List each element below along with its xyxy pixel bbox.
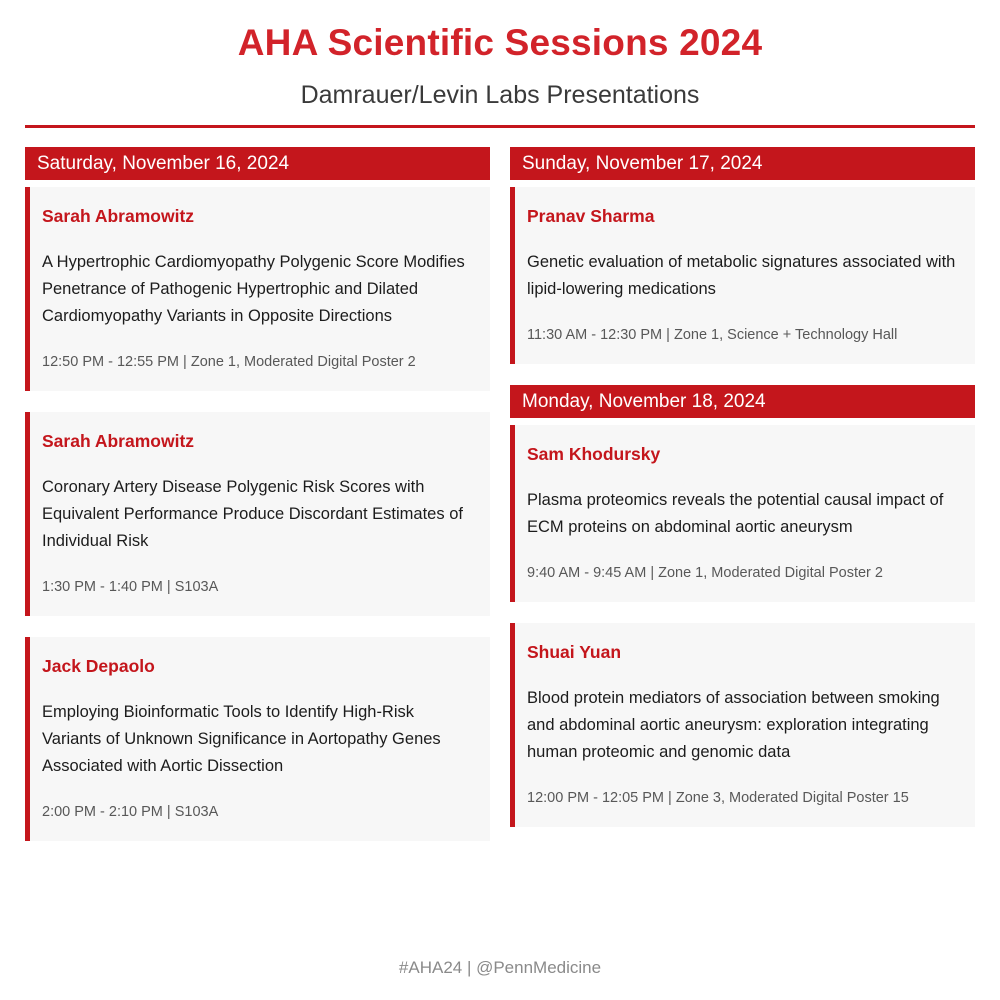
session-time-location: 1:30 PM - 1:40 PM | S103A <box>42 579 219 595</box>
session-card <box>510 623 975 827</box>
session-time-location: 9:40 AM - 9:45 AM | Zone 1, Moderated Digital Poster 2 <box>527 565 883 581</box>
session-time-location: 12:00 PM - 12:05 PM | Zone 3, Moderated Digital Poster 15 <box>527 790 909 806</box>
session-time-location: 2:00 PM - 2:10 PM | S103A <box>42 804 219 820</box>
session-time-location: 12:50 PM - 12:55 PM | Zone 1, Moderated Digital Poster 2 <box>42 354 416 370</box>
presenter-name: Jack Depaolo <box>42 656 155 676</box>
session-title: Coronary Artery Disease Polygenic Risk Scores with Equivalent Performance Produce Discordant Estimates of Individual Risk <box>42 478 463 550</box>
presenter-name: Sarah Abramowitz <box>42 431 195 451</box>
column-sunday-monday <box>510 147 975 848</box>
session-card <box>25 637 490 841</box>
session-card <box>510 425 975 602</box>
session-card <box>25 412 490 616</box>
footer-hashtags: #AHA24 | @PennMedicine <box>398 958 602 977</box>
column-saturday <box>25 147 490 862</box>
page-title: AHA Scientific Sessions 2024 <box>237 22 763 63</box>
session-card <box>25 187 490 391</box>
presenter-name: Sarah Abramowitz <box>42 206 195 226</box>
header-divider <box>25 125 975 128</box>
presenter-name: Sam Khodursky <box>527 444 661 464</box>
schedule-columns <box>0 147 1000 862</box>
session-title: Employing Bioinformatic Tools to Identify High-Risk Variants of Unknown Significance in Aortopathy Genes Associated with Aortic Dissection <box>42 703 441 775</box>
session-title: Blood protein mediators of association between smoking and abdominal aortic aneurysm: exploration integrating human proteomic and genomic data <box>527 689 940 761</box>
date-header-saturday: Saturday, November 16, 2024 <box>25 147 490 180</box>
session-title: Genetic evaluation of metabolic signatures associated with lipid-lowering medications <box>527 253 956 298</box>
session-title: A Hypertrophic Cardiomyopathy Polygenic Score Modifies Penetrance of Pathogenic Hypertrophic and Dilated Cardiomyopathy Variants in Opposite Directions <box>42 253 465 325</box>
presenter-name: Shuai Yuan <box>527 642 622 662</box>
session-time-location: 11:30 AM - 12:30 PM | Zone 1, Science + Technology Hall <box>527 327 898 343</box>
page-subtitle: Damrauer/Levin Labs Presentations <box>300 81 700 109</box>
session-title: Plasma proteomics reveals the potential causal impact of ECM proteins on abdominal aortic aneurysm <box>527 491 944 536</box>
date-header-monday: Monday, November 18, 2024 <box>510 385 975 418</box>
presenter-name: Pranav Sharma <box>527 206 655 226</box>
date-header-sunday: Sunday, November 17, 2024 <box>510 147 975 180</box>
session-card <box>510 187 975 364</box>
